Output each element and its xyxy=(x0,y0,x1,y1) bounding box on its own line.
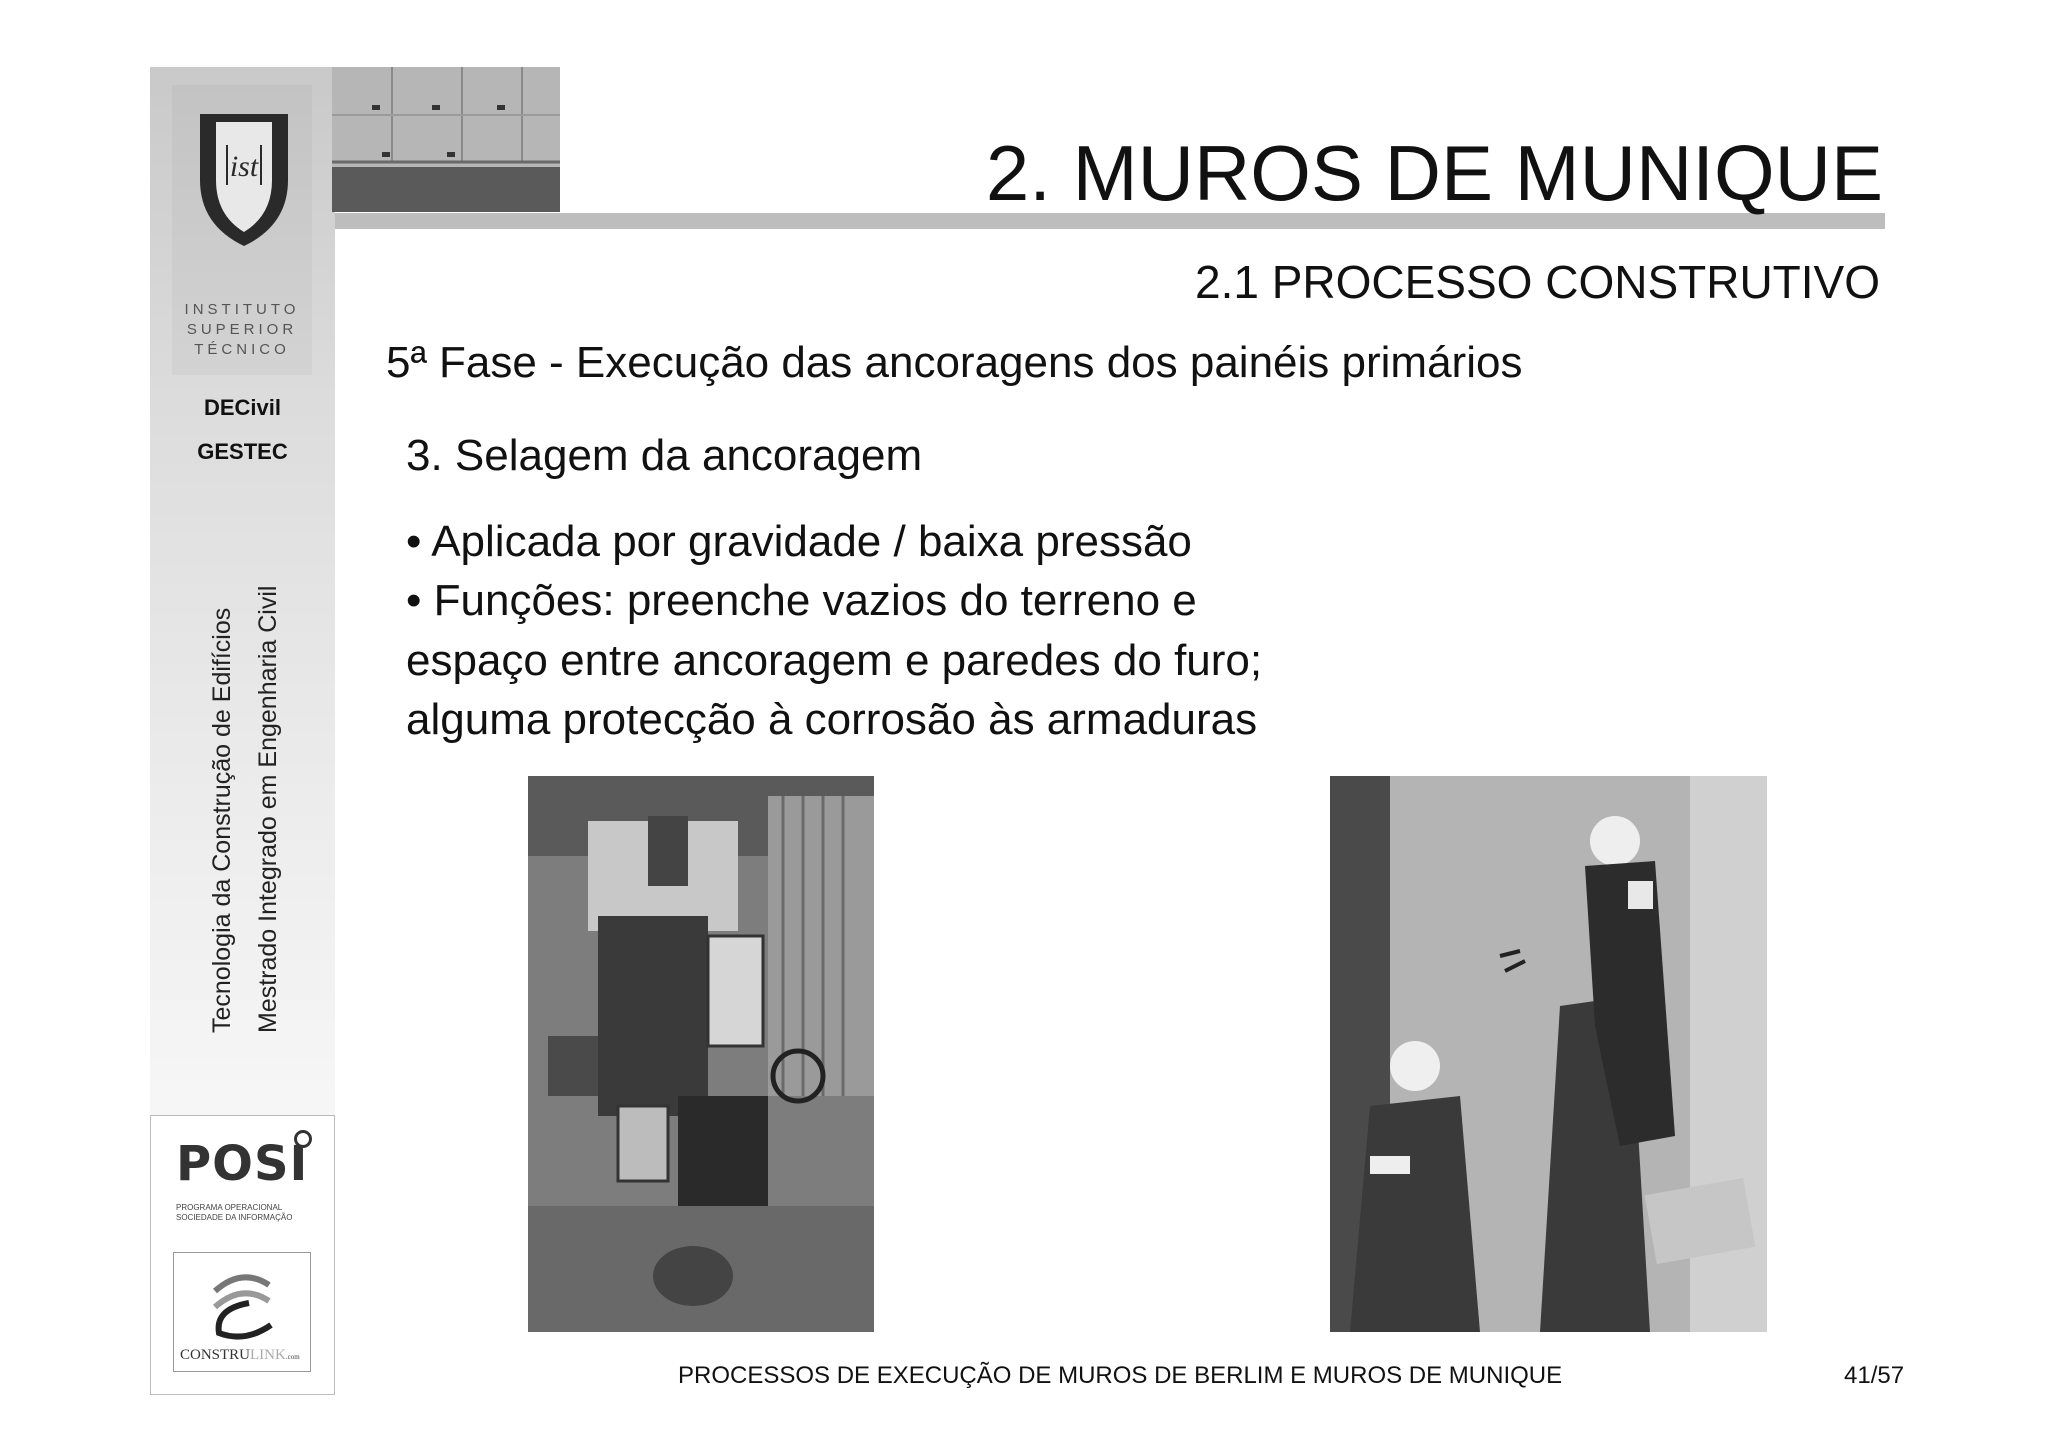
bullet-line: espaço entre ancoragem e paredes do furo; xyxy=(406,636,1263,685)
posi-logo: POSI xyxy=(176,1136,309,1192)
workers-grouting-image xyxy=(1330,776,1767,1332)
construlink-main: CONSTRU xyxy=(180,1347,251,1363)
sponsor-logos xyxy=(150,1115,335,1395)
bullet-line: alguma protecção à corrosão às armaduras xyxy=(406,695,1258,744)
page-number: 41/57 xyxy=(1844,1362,1905,1389)
grout-pump-photo xyxy=(528,776,874,1332)
grout-pump-image xyxy=(528,776,874,1332)
phase-heading: 5ª Fase - Execução das ancoragens dos painéis primários xyxy=(386,338,1523,387)
posi-subtitle: PROGRAMA OPERACIONAL SOCIEDADE DA INFORMAÇÃO xyxy=(176,1203,293,1222)
construlink-suffix: .com xyxy=(285,1353,300,1361)
ist-logo xyxy=(172,85,312,375)
sidebar xyxy=(150,67,335,1397)
bullet-line: • Funções: preenche vazios do terreno e xyxy=(406,576,1197,625)
institution-name: INSTITUTO SUPERIOR TÉCNICO xyxy=(184,301,300,358)
ist-shield-icon xyxy=(196,110,292,250)
department-label: DECivil xyxy=(203,395,282,420)
wall-panels-image xyxy=(332,67,560,212)
footer-title: PROCESSOS DE EXECUÇÃO DE MUROS DE BERLIM E MUROS DE MUNIQUE xyxy=(678,1362,1563,1389)
bullet-line: • Aplicada por gravidade / baixa pressão xyxy=(406,517,1192,566)
course-title-line2: Mestrado Integrado em Engenharia Civil xyxy=(254,585,282,1033)
posi-dot-icon xyxy=(294,1130,312,1148)
group-label: GESTEC xyxy=(197,439,288,464)
slide-title: 2. MUROS DE MUNIQUE xyxy=(985,129,1883,217)
step-heading: 3. Selagem da ancoragem xyxy=(406,431,923,480)
slide-subtitle: 2.1 PROCESSO CONSTRUTIVO xyxy=(1194,256,1880,308)
construlink-light: LINK xyxy=(250,1347,286,1363)
svg-text:ist: ist xyxy=(229,150,259,183)
course-title-line1: Tecnologia da Construção de Edifícios xyxy=(208,607,236,1033)
construlink-arc-icon xyxy=(209,1263,275,1343)
workers-grouting-photo xyxy=(1330,776,1767,1332)
header-wall-photo xyxy=(332,67,560,212)
construlink-logo xyxy=(173,1252,311,1372)
